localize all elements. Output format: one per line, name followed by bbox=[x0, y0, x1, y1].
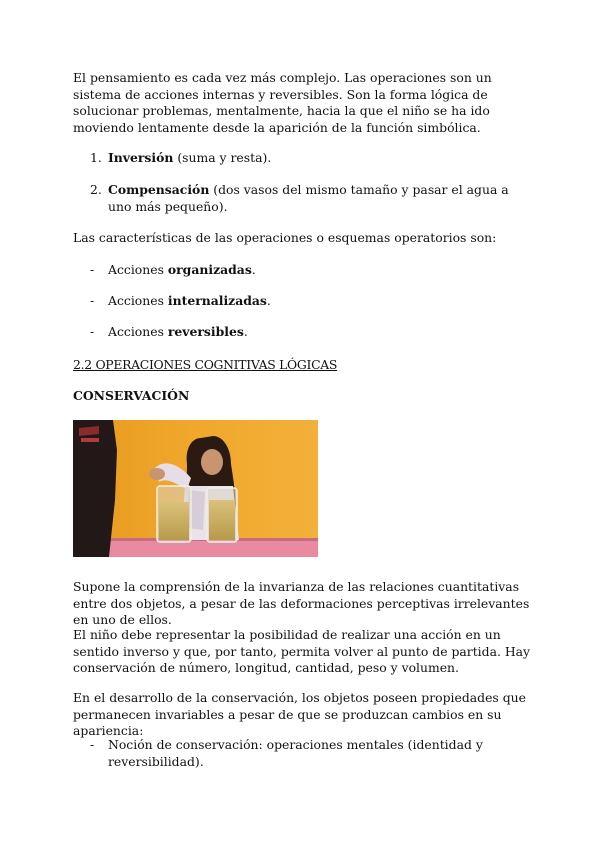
list-marker: - bbox=[90, 293, 95, 308]
subheading-conservacion: CONSERVACIÓN bbox=[73, 388, 190, 403]
list-item-text: Noción de conservación: operaciones mentales (identidad y reversibilidad). bbox=[108, 737, 483, 769]
list-marker: - bbox=[90, 324, 95, 339]
list-item-text: (dos vasos del mismo tamaño y pasar el agua a uno más pequeño). bbox=[108, 182, 509, 214]
paragraph-conservacion-definition: Supone la comprensión de la invarianza de las relaciones cuantitativas entre dos objetos, a pesar de las deformaciones perceptivas irrelevantes en uno de ellos. bbox=[73, 579, 530, 627]
paragraph-characteristics: Las características de las operaciones o esquemas operatorios son: bbox=[73, 230, 497, 245]
term-internalizadas: internalizadas bbox=[167, 293, 267, 308]
term-reversibles: reversibles bbox=[167, 324, 244, 339]
list-marker: 1. bbox=[90, 150, 102, 165]
paragraph-development: En el desarrollo de la conservación, los objetos poseen propiedades que permanecen invariables a pesar de que se produzcan cambios en su apariencia: bbox=[73, 690, 526, 738]
list-marker: 2. bbox=[90, 182, 102, 197]
list-item-text: Acciones bbox=[108, 293, 168, 308]
paragraph-inverse-action: El niño debe representar la posibilidad de realizar una acción en un sentido inverso y que, por tanto, permita volver al punto de partida. Hay conservación de número, longitud, cantidad, peso y volumen. bbox=[73, 627, 531, 675]
list-item-text: Acciones bbox=[108, 262, 168, 277]
paragraph-intro: El pensamiento es cada vez más complejo. Las operaciones son un sistema de acciones internas y reversibles. Son la forma lógica de solucionar problemas, mentalmente, hacia la que el niño se ha ido moviendo lentamente desde la aparición de la función simbólica. bbox=[73, 70, 492, 135]
list-marker: - bbox=[90, 262, 95, 277]
list-marker: - bbox=[90, 737, 95, 752]
term-inversion: Inversión bbox=[108, 150, 174, 165]
child-with-glasses-image bbox=[73, 420, 318, 557]
list-item-text: Acciones bbox=[108, 324, 168, 339]
list-item-text: (suma y resta). bbox=[173, 150, 272, 165]
punctuation: . bbox=[243, 324, 248, 339]
punctuation: . bbox=[266, 293, 271, 308]
term-compensacion: Compensación bbox=[108, 182, 210, 197]
punctuation: . bbox=[251, 262, 256, 277]
section-heading: 2.2 OPERACIONES COGNITIVAS LÓGICAS bbox=[73, 357, 338, 372]
conservation-photo bbox=[73, 420, 318, 557]
term-organizadas: organizadas bbox=[167, 262, 252, 277]
